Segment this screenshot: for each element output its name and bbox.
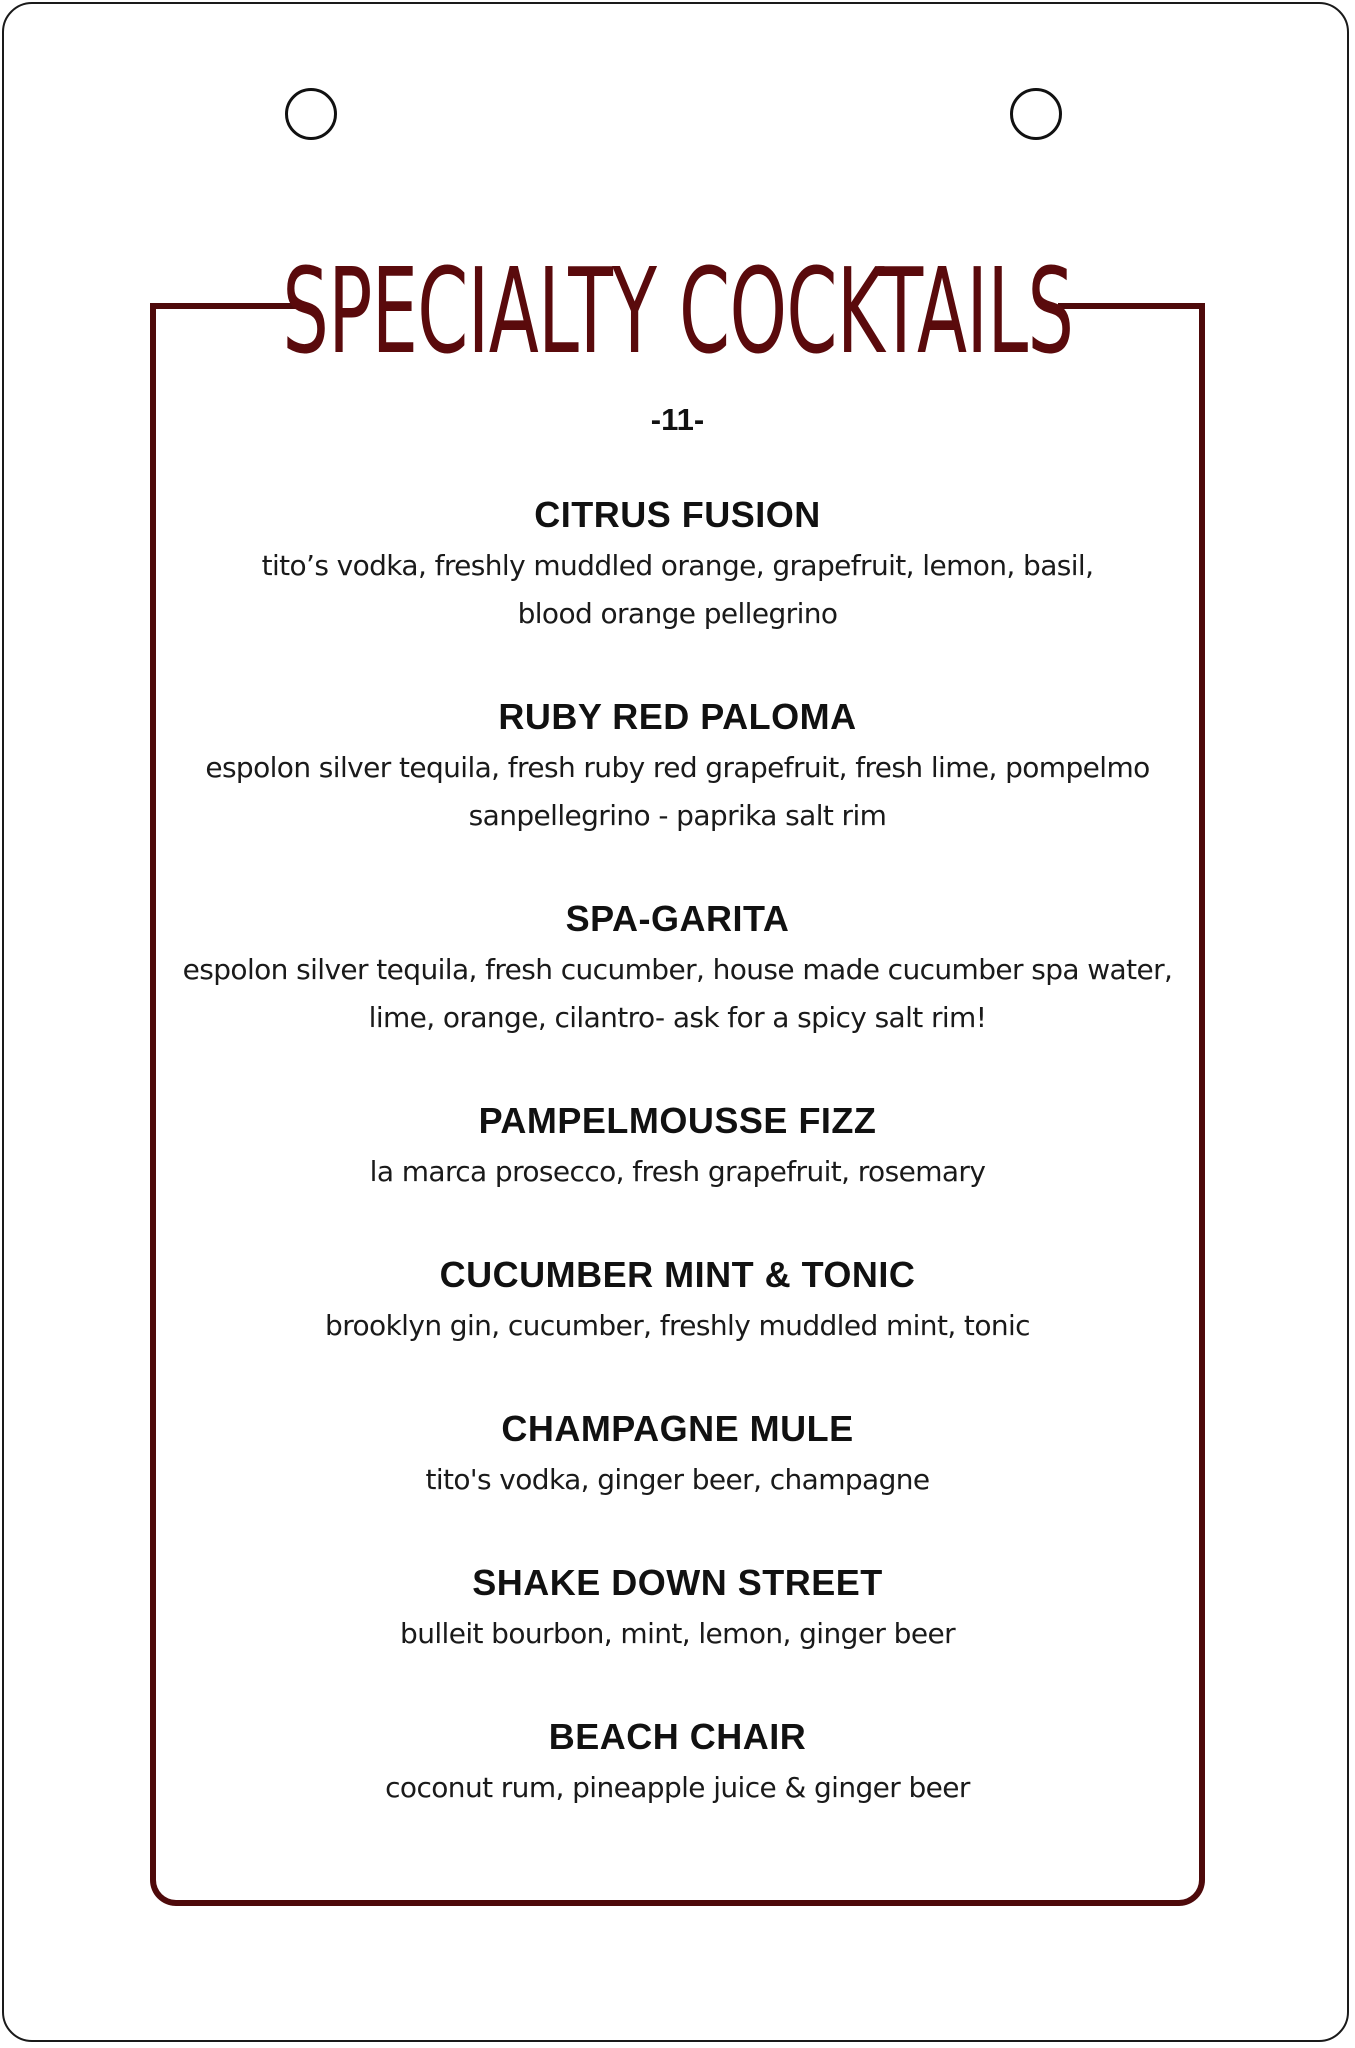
cocktail-name: SPA-GARITA [565, 898, 790, 939]
cocktail-description [160, 1610, 1195, 1658]
cocktail-item [160, 1402, 1195, 1504]
menu-title [0, 242, 1355, 380]
cocktail-item [160, 892, 1195, 1042]
cocktail-item [160, 1710, 1195, 1812]
menu-price: -11- [650, 402, 705, 437]
description-line: sanpellegrino - paprika salt rim [468, 799, 887, 832]
description-line: brooklyn gin, cucumber, freshly muddled mint, tonic [325, 1309, 1030, 1342]
cocktail-description [160, 946, 1195, 1042]
cocktail-item [160, 1248, 1195, 1350]
cocktail-name: PAMPELMOUSSE FIZZ [478, 1100, 877, 1141]
cocktail-description [160, 1148, 1195, 1196]
description-line: la marca prosecco, fresh grapefruit, rosemary [369, 1155, 986, 1188]
description-line: lime, orange, cilantro- ask for a spicy salt rim! [368, 1001, 987, 1034]
cocktail-description [160, 1456, 1195, 1504]
description-line: tito’s vodka, freshly muddled orange, grapefruit, lemon, basil, [261, 549, 1094, 582]
cocktail-description [160, 542, 1195, 638]
punch-hole-left [285, 88, 337, 140]
cocktail-name: CITRUS FUSION [534, 494, 821, 535]
description-line: coconut rum, pineapple juice & ginger beer [385, 1771, 970, 1804]
cocktail-item [160, 1556, 1195, 1658]
description-line: bulleit bourbon, mint, lemon, ginger beer [400, 1617, 955, 1650]
cocktail-description [160, 1302, 1195, 1350]
description-line: espolon silver tequila, fresh ruby red grapefruit, fresh lime, pompelmo [205, 751, 1150, 784]
cocktail-name: RUBY RED PALOMA [498, 696, 857, 737]
cocktail-description [160, 1764, 1195, 1812]
cocktail-item [160, 488, 1195, 638]
cocktail-name: SHAKE DOWN STREET [472, 1562, 883, 1603]
description-line: espolon silver tequila, fresh cucumber, house made cucumber spa water, [182, 953, 1173, 986]
cocktail-item [160, 1094, 1195, 1196]
cocktail-name: BEACH CHAIR [548, 1716, 807, 1757]
punch-hole-right [1010, 88, 1062, 140]
description-line: tito's vodka, ginger beer, champagne [425, 1463, 930, 1496]
cocktail-name: CHAMPAGNE MULE [501, 1408, 854, 1449]
cocktail-description [160, 744, 1195, 840]
description-line: blood orange pellegrino [517, 597, 838, 630]
cocktail-name: CUCUMBER MINT & TONIC [439, 1254, 916, 1295]
menu-title-text: SPECIALTY COCKTAILS [282, 242, 1073, 380]
cocktail-item [160, 690, 1195, 840]
